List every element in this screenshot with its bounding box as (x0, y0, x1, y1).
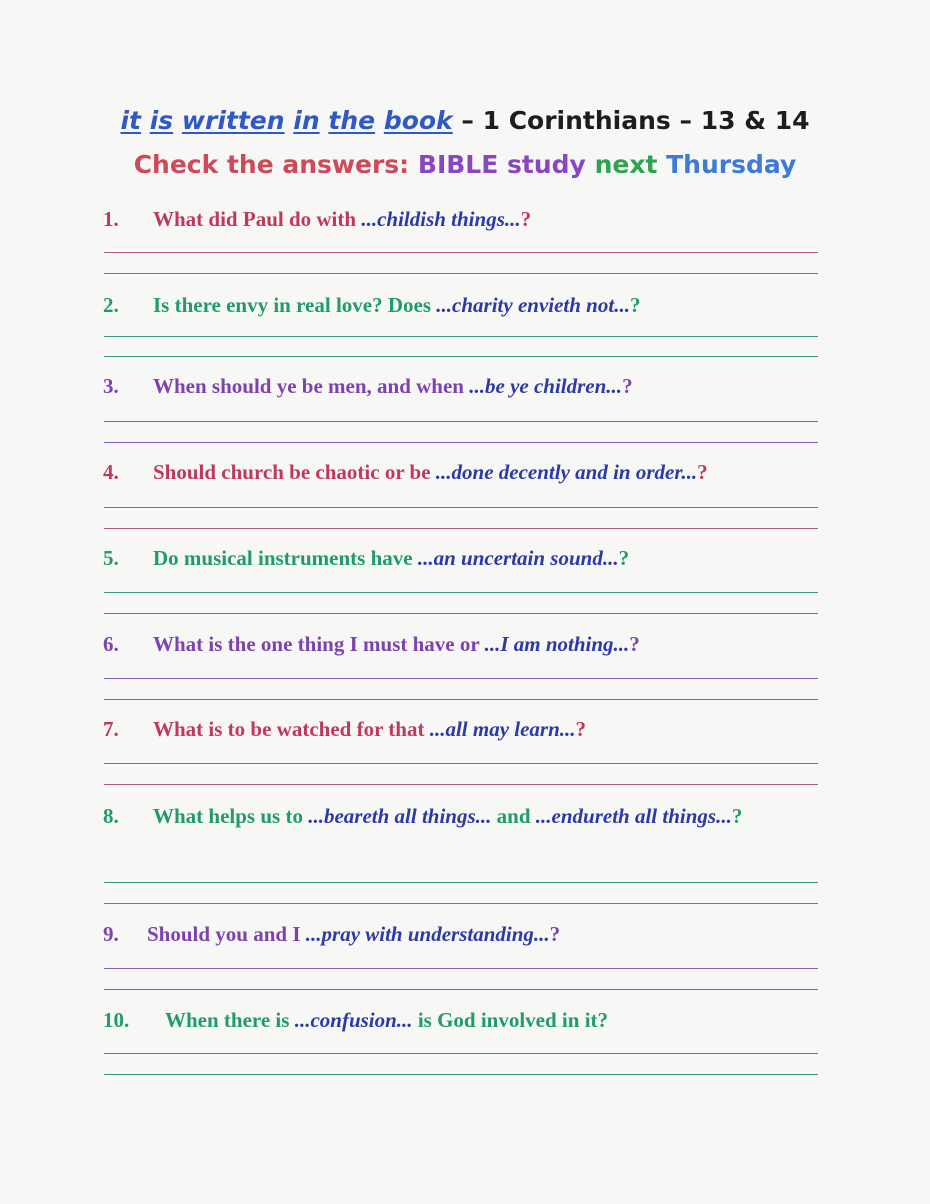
answer-line[interactable] (104, 989, 818, 990)
answer-line[interactable] (104, 273, 818, 274)
question-quote: ...all may learn... (429, 717, 576, 741)
question-text: What is the one thing I must have or (153, 632, 480, 656)
subtitle-bible-study: BIBLE study (417, 150, 586, 179)
question-number: 7. (103, 717, 119, 741)
question-7 (103, 713, 818, 746)
question-quote: ...charity envieth not... (436, 293, 630, 317)
question-number: 8. (103, 804, 119, 828)
subtitle-check: Check the answers: (133, 150, 410, 179)
answer-line[interactable] (104, 968, 818, 969)
question-quote: ...be ye children... (469, 374, 623, 398)
question-end: ? (618, 546, 630, 570)
answer-line[interactable] (104, 592, 818, 593)
question-number: 6. (103, 632, 119, 656)
answer-line[interactable] (104, 903, 818, 904)
question-quote: ...beareth all things... (308, 804, 492, 828)
question-4 (103, 456, 818, 489)
question-end: ? (629, 632, 640, 656)
question-number: 4. (103, 460, 119, 484)
question-end: ? (629, 293, 641, 317)
question-quote: ...an uncertain sound... (417, 546, 619, 570)
page-subtitle (0, 150, 930, 179)
title-word: is (149, 106, 174, 135)
question-end: ? (622, 374, 633, 398)
question-end: ? (520, 207, 532, 231)
answer-line[interactable] (104, 336, 818, 337)
answer-line[interactable] (104, 763, 818, 764)
question-number: 3. (103, 374, 119, 398)
answer-line[interactable] (104, 528, 818, 529)
answer-line[interactable] (104, 699, 818, 700)
title-word: it (120, 106, 142, 135)
answer-line[interactable] (104, 507, 818, 508)
question-10 (103, 1004, 818, 1037)
question-text: Should you and I (147, 922, 301, 946)
answer-line[interactable] (104, 421, 818, 422)
answer-line[interactable] (104, 784, 818, 785)
question-5 (103, 542, 818, 575)
question-text: Is there envy in real love? Does (153, 293, 432, 317)
question-9 (103, 918, 818, 951)
question-text: What helps us to (153, 804, 303, 828)
question-end: is God involved in it? (417, 1008, 609, 1032)
question-2 (103, 289, 818, 322)
question-end: ? (549, 922, 561, 946)
question-text: What is to be watched for that (153, 717, 425, 741)
question-end: ? (731, 804, 743, 828)
question-number: 2. (103, 293, 119, 317)
answer-line[interactable] (104, 1074, 818, 1075)
question-quote: ...pray with understanding... (305, 922, 550, 946)
question-end: ? (575, 717, 587, 741)
answer-line[interactable] (104, 252, 818, 253)
question-3 (103, 370, 818, 403)
answer-line[interactable] (104, 356, 818, 357)
title-reference: – 1 Corinthians – 13 & 14 (461, 106, 810, 135)
question-6 (103, 628, 818, 661)
title-word: the (328, 106, 376, 135)
answer-line[interactable] (104, 613, 818, 614)
question-text: When there is (165, 1008, 290, 1032)
question-text: Do musical instruments have (153, 546, 413, 570)
question-number: 10. (103, 1008, 130, 1032)
answer-line[interactable] (104, 882, 818, 883)
question-end: ? (697, 460, 708, 484)
question-text: What did Paul do with (153, 207, 357, 231)
question-1 (103, 203, 818, 236)
page-title (0, 106, 930, 135)
question-quote: ...done decently and in order... (435, 460, 698, 484)
question-number: 5. (103, 546, 119, 570)
subtitle-next: next (594, 150, 658, 179)
question-text: When should ye be men, and when (153, 374, 464, 398)
subtitle-thursday: Thursday (666, 150, 797, 179)
answer-line[interactable] (104, 1053, 818, 1054)
answer-line[interactable] (104, 442, 818, 443)
title-word: written (181, 106, 285, 135)
question-8 (103, 800, 763, 833)
question-quote: ...I am nothing... (484, 632, 630, 656)
question-number: 9. (103, 922, 119, 946)
question-text: Should church be chaotic or be (153, 460, 431, 484)
question-quote: ...confusion... (294, 1008, 413, 1032)
question-quote: ...childish things... (361, 207, 521, 231)
title-word: in (293, 106, 320, 135)
question-number: 1. (103, 207, 119, 231)
title-word: book (383, 106, 453, 135)
question-quote-2: ...endureth all things... (535, 804, 732, 828)
question-mid: and (496, 804, 531, 828)
answer-line[interactable] (104, 678, 818, 679)
